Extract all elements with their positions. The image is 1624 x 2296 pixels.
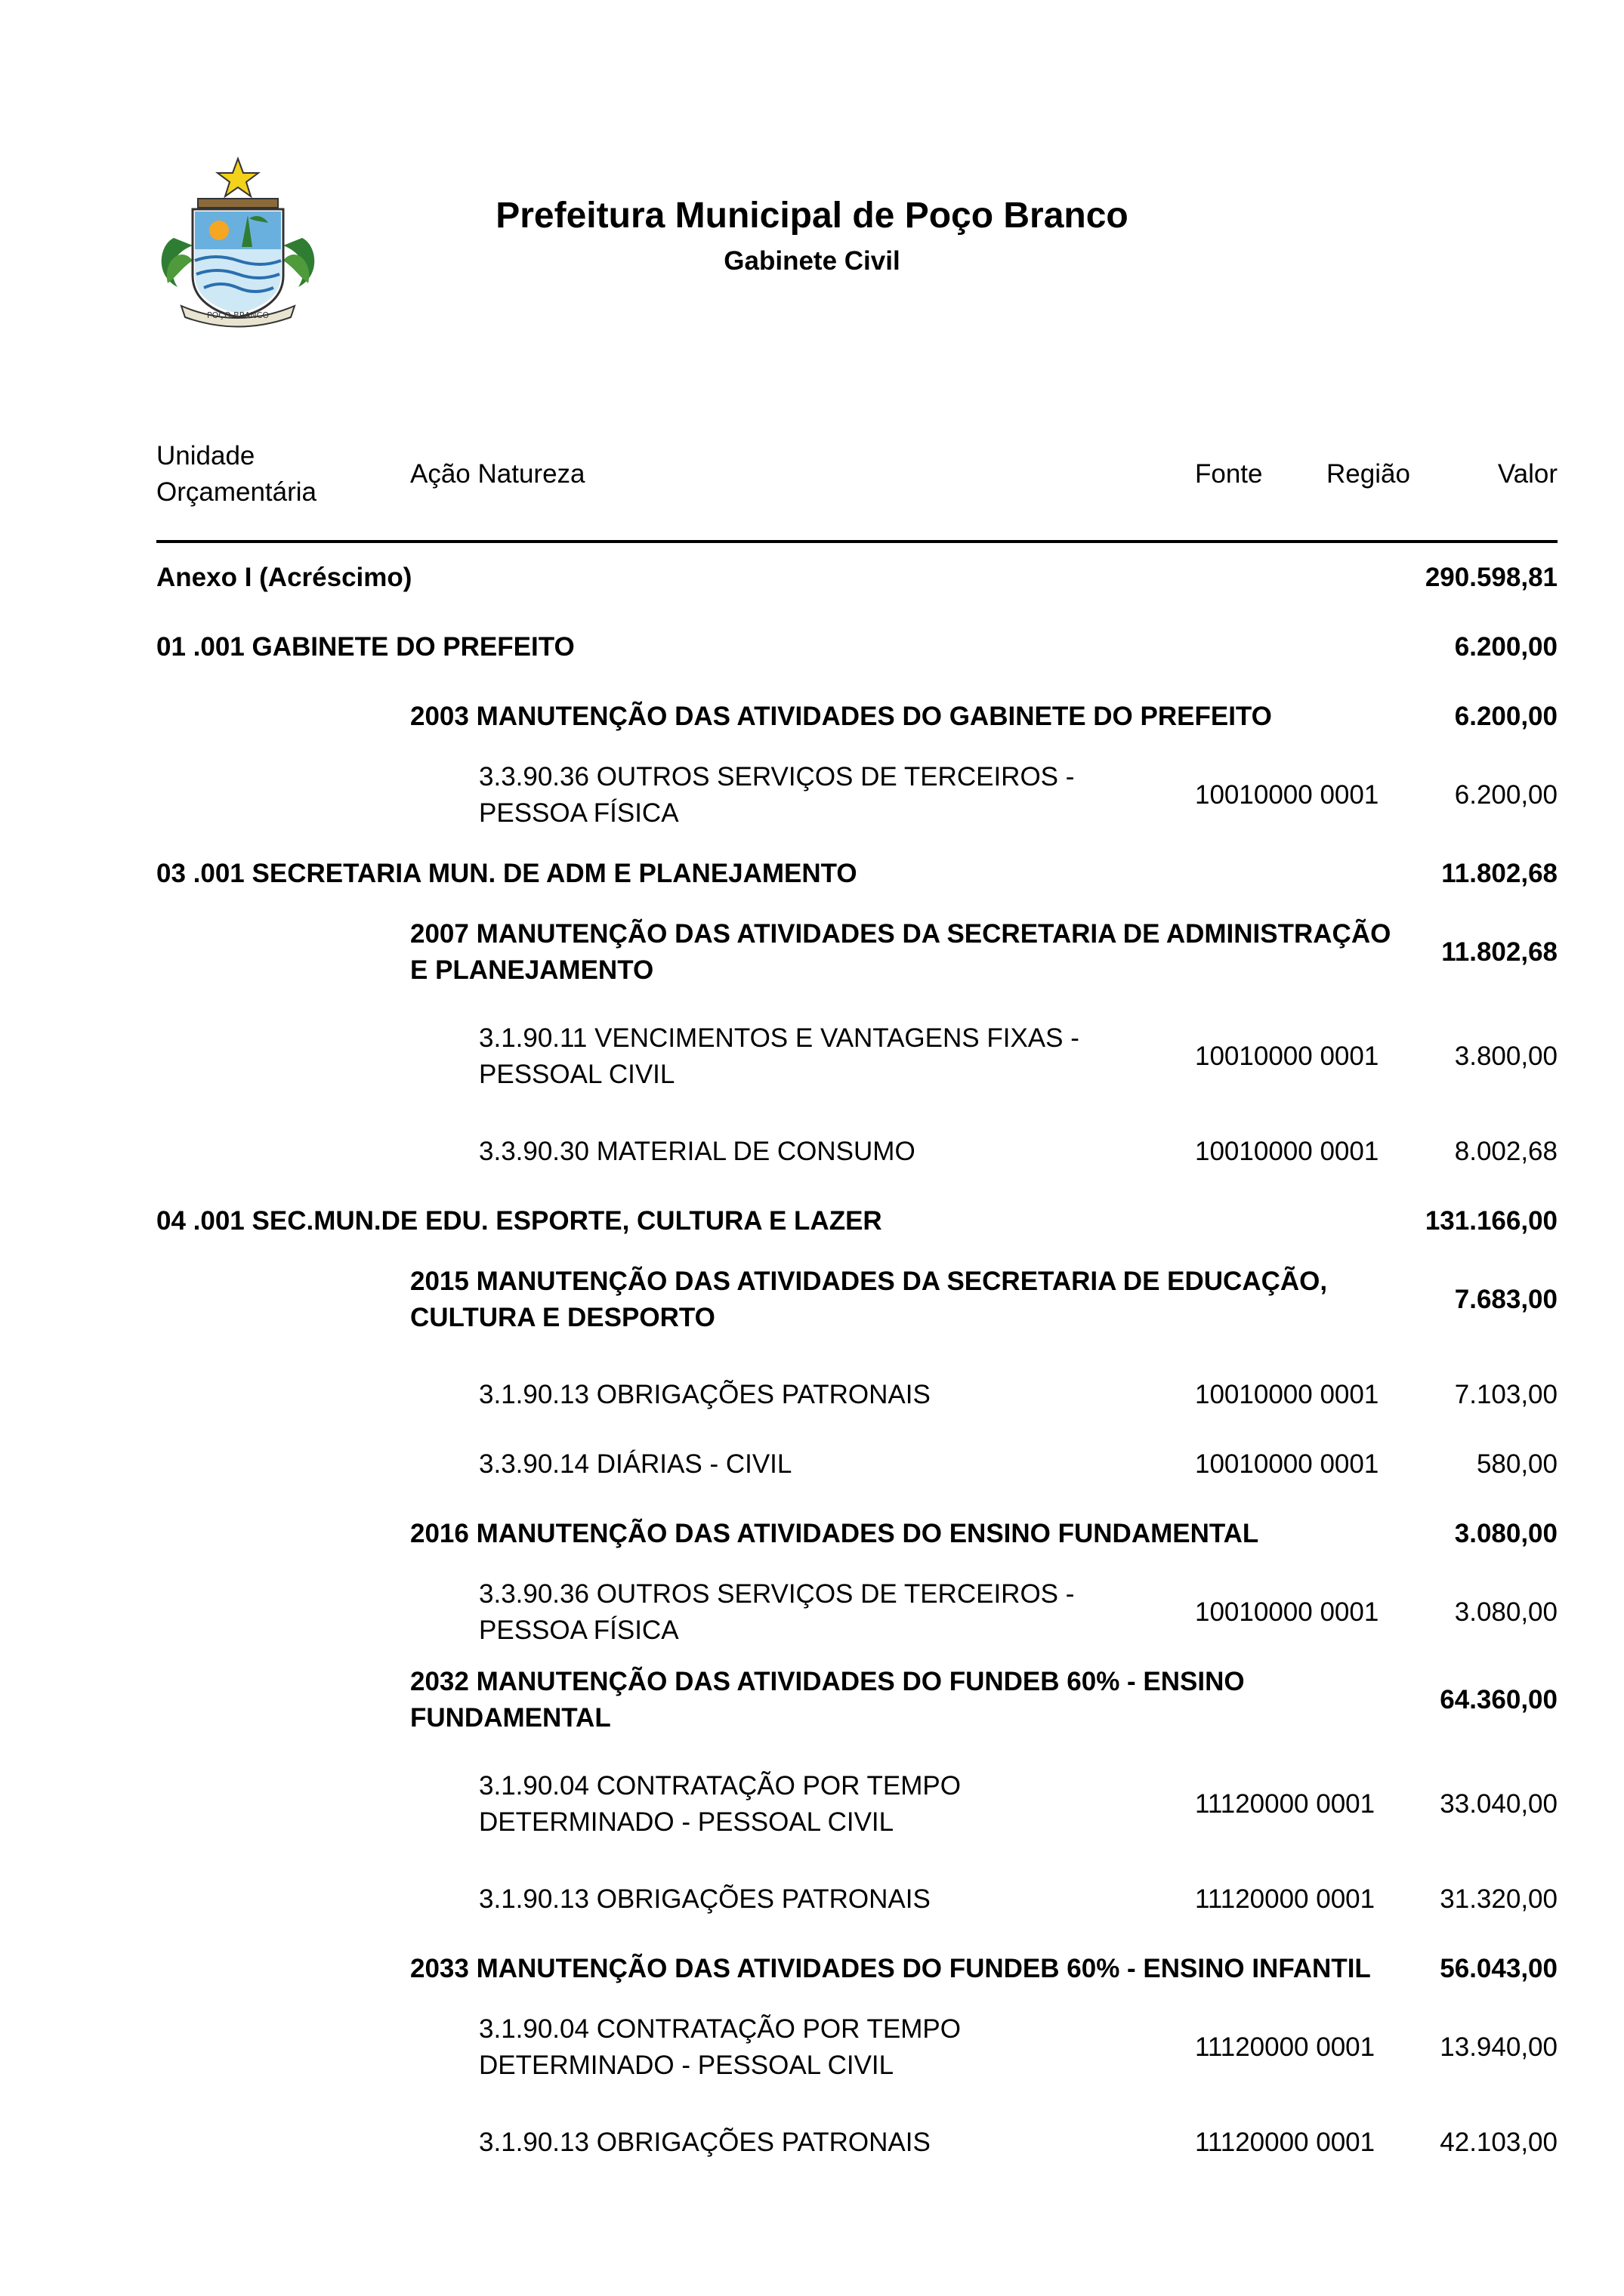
- row-valor: 33.040,00: [1440, 1789, 1558, 1819]
- row-description: 3.1.90.13 OBRIGAÇÕES PATRONAIS: [479, 1884, 931, 1914]
- column-header-regiao: Região: [1326, 459, 1410, 489]
- table-row: [0, 1569, 1624, 1656]
- row-valor: 6.200,00: [1454, 780, 1558, 810]
- row-fonte: 11120000 0001: [1195, 2128, 1375, 2157]
- row-valor: 13.940,00: [1440, 2032, 1558, 2062]
- column-header-valor: Valor: [1497, 459, 1558, 489]
- row-valor: 131.166,00: [1425, 1206, 1558, 1236]
- table-row: [0, 682, 1624, 751]
- table-row: [0, 1256, 1624, 1344]
- row-description: Anexo I (Acréscimo): [156, 563, 412, 592]
- row-description: 2015 MANUTENÇÃO DAS ATIVIDADES DA SECRETARIA DE EDUCAÇÃO, CULTURA E DESPORTO: [410, 1267, 1328, 1332]
- row-valor: 3.080,00: [1454, 1519, 1558, 1548]
- row-fonte: 10010000 0001: [1195, 1042, 1379, 1071]
- row-fonte: 11120000 0001: [1195, 1789, 1375, 1819]
- row-description: 2007 MANUTENÇÃO DAS ATIVIDADES DA SECRETARIA DE ADMINISTRAÇÃO E PLANEJAMENTO: [410, 919, 1391, 985]
- table-row: [0, 1117, 1624, 1187]
- row-valor: 6.200,00: [1454, 702, 1558, 731]
- row-description: 3.3.90.36 OUTROS SERVIÇOS DE TERCEIROS - PESSOA FÍSICA: [479, 1579, 1075, 1645]
- table-row: [0, 751, 1624, 839]
- row-valor: 6.200,00: [1454, 632, 1558, 662]
- row-fonte: 11120000 0001: [1195, 1884, 1375, 1914]
- row-fonte: 10010000 0001: [1195, 1380, 1379, 1409]
- table-row: [0, 1934, 1624, 2004]
- row-description: 2032 MANUTENÇÃO DAS ATIVIDADES DO FUNDEB 60% - ENSINO FUNDAMENTAL: [410, 1667, 1245, 1733]
- row-description: 2033 MANUTENÇÃO DAS ATIVIDADES DO FUNDEB 60% - ENSINO INFANTIL: [410, 1954, 1371, 1983]
- page-title: Prefeitura Municipal de Poço Branco: [496, 196, 1128, 236]
- table-row: [0, 1761, 1624, 1848]
- row-valor: 11.802,68: [1441, 859, 1558, 888]
- row-description: 3.1.90.04 CONTRATAÇÃO POR TEMPO DETERMINADO - PESSOAL CIVIL: [479, 2014, 961, 2080]
- row-valor: 8.002,68: [1454, 1137, 1558, 1166]
- row-description: 01 .001 GABINETE DO PREFEITO: [156, 632, 575, 662]
- table-row: [0, 613, 1624, 682]
- row-description: 3.3.90.36 OUTROS SERVIÇOS DE TERCEIROS - PESSOA FÍSICA: [479, 762, 1075, 828]
- table-row: [0, 1013, 1624, 1100]
- table-row: [0, 2108, 1624, 2177]
- table-row: [0, 1360, 1624, 1430]
- row-valor: 3.080,00: [1454, 1597, 1558, 1627]
- table-row: [0, 909, 1624, 996]
- table-row: [0, 1656, 1624, 1744]
- row-fonte: 10010000 0001: [1195, 1449, 1379, 1479]
- row-valor: 290.598,81: [1425, 563, 1558, 592]
- row-valor: 11.802,68: [1441, 937, 1558, 967]
- row-valor: 56.043,00: [1440, 1954, 1558, 1983]
- row-description: 03 .001 SECRETARIA MUN. DE ADM E PLANEJAMENTO: [156, 859, 857, 888]
- municipal-coat-of-arms-icon: [151, 155, 325, 329]
- row-fonte: 11120000 0001: [1195, 2032, 1375, 2062]
- row-description: 3.1.90.04 CONTRATAÇÃO POR TEMPO DETERMINADO - PESSOAL CIVIL: [479, 1771, 961, 1837]
- crest-ribbon-text: POÇO BRANCO: [207, 310, 269, 320]
- row-valor: 3.800,00: [1454, 1042, 1558, 1071]
- row-valor: 580,00: [1476, 1449, 1558, 1479]
- row-description: 3.3.90.14 DIÁRIAS - CIVIL: [479, 1449, 792, 1479]
- row-valor: 31.320,00: [1440, 1884, 1558, 1914]
- table-row: [0, 1187, 1624, 1256]
- table-row: [0, 1430, 1624, 1499]
- row-fonte: 10010000 0001: [1195, 1597, 1379, 1627]
- table-row: [0, 543, 1624, 613]
- row-valor: 42.103,00: [1440, 2128, 1558, 2157]
- row-valor: 7.683,00: [1454, 1285, 1558, 1314]
- row-description: 3.1.90.11 VENCIMENTOS E VANTAGENS FIXAS - PESSOAL CIVIL: [479, 1023, 1079, 1089]
- column-header-unidade: [156, 438, 316, 511]
- row-valor: 7.103,00: [1454, 1380, 1558, 1409]
- row-fonte: 10010000 0001: [1195, 780, 1379, 810]
- table-row: [0, 839, 1624, 909]
- column-header-fonte: Fonte: [1195, 459, 1263, 489]
- row-description: 3.1.90.13 OBRIGAÇÕES PATRONAIS: [479, 1380, 931, 1409]
- row-description: 3.1.90.13 OBRIGAÇÕES PATRONAIS: [479, 2128, 931, 2157]
- column-header-unidade-line1: Unidade: [156, 441, 255, 471]
- row-valor: 64.360,00: [1440, 1685, 1558, 1714]
- row-description: 04 .001 SEC.MUN.DE EDU. ESPORTE, CULTURA E LAZER: [156, 1206, 882, 1236]
- table-row: [0, 1865, 1624, 1934]
- table-row: [0, 2004, 1624, 2091]
- column-header-acao-natureza: Ação Natureza: [410, 459, 585, 489]
- page-subtitle: Gabinete Civil: [724, 246, 900, 276]
- table-row: [0, 1499, 1624, 1569]
- row-description: 2016 MANUTENÇÃO DAS ATIVIDADES DO ENSINO FUNDAMENTAL: [410, 1519, 1259, 1548]
- column-header-unidade-line2: Orçamentária: [156, 477, 317, 507]
- row-description: 3.3.90.30 MATERIAL DE CONSUMO: [479, 1137, 915, 1166]
- row-fonte: 10010000 0001: [1195, 1137, 1379, 1166]
- row-description: 2003 MANUTENÇÃO DAS ATIVIDADES DO GABINETE DO PREFEITO: [410, 702, 1272, 731]
